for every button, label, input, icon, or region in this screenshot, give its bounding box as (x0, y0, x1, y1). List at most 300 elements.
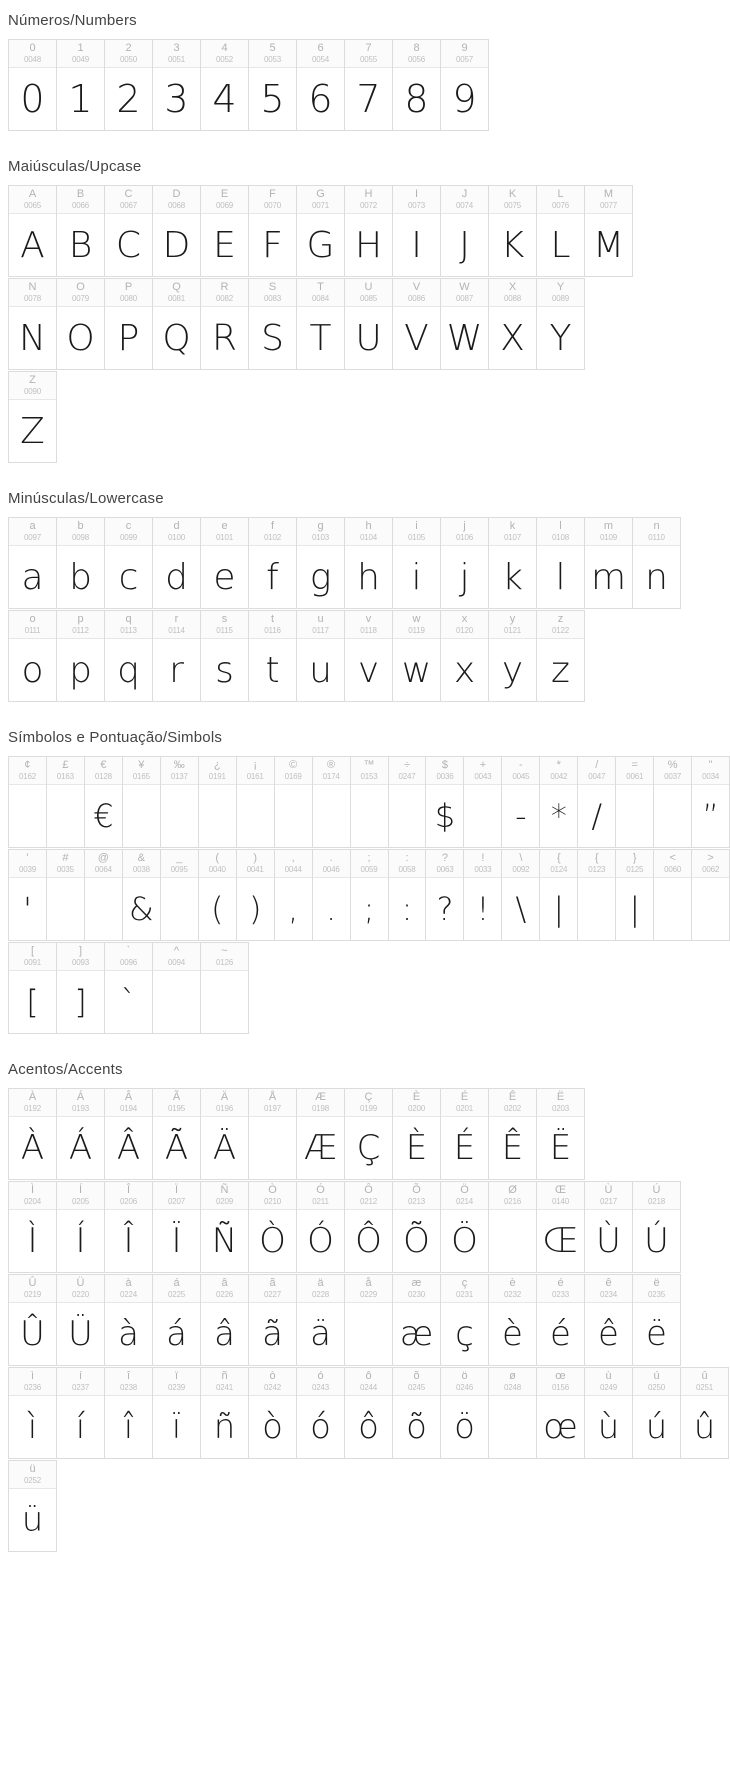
glyph-char-label: B (76, 188, 85, 200)
glyph-preview: Æ (303, 1128, 338, 1168)
glyph-cell[interactable] (393, 1181, 441, 1273)
glyph-cell[interactable] (153, 1181, 201, 1273)
glyph-cell[interactable] (345, 185, 393, 277)
glyph-caption (105, 1182, 152, 1210)
glyph-code-label: 0078 (24, 294, 41, 303)
glyph-preview (313, 785, 350, 847)
glyph-code-label: 0103 (312, 533, 329, 542)
glyph-char-label: û (701, 1370, 708, 1382)
glyph-caption (441, 518, 488, 546)
glyph-cell[interactable] (9, 1460, 57, 1552)
glyph-cell[interactable] (297, 1088, 345, 1180)
glyph-cell[interactable] (201, 1274, 249, 1366)
glyph-cell[interactable] (345, 1181, 393, 1273)
glyph-cell[interactable] (105, 610, 153, 702)
glyph-cell[interactable] (153, 1367, 201, 1459)
glyph-caption (249, 518, 296, 546)
glyph-caption (237, 757, 274, 785)
glyph-cell[interactable] (249, 1181, 297, 1273)
glyph-preview: $ (434, 797, 456, 835)
glyph-cell[interactable] (345, 1274, 393, 1366)
glyph-preview (123, 785, 160, 847)
glyph-cell[interactable] (297, 610, 345, 702)
glyph-cell[interactable] (297, 39, 345, 131)
glyph-cell[interactable] (537, 1367, 585, 1459)
glyph-cell[interactable] (105, 185, 153, 277)
glyph-cell[interactable] (201, 942, 249, 1034)
glyph-cell[interactable] (153, 517, 201, 609)
glyph-preview: ï (171, 1407, 182, 1447)
glyph-cell[interactable] (393, 185, 441, 277)
glyph-cell[interactable] (237, 756, 275, 848)
glyph-preview: ; (363, 890, 375, 928)
glyph-cell[interactable] (654, 849, 692, 941)
glyph-cell[interactable] (9, 185, 57, 277)
glyph-char-label: N (28, 281, 37, 293)
glyph-char-label: H (364, 188, 373, 200)
glyph-cell[interactable] (201, 1088, 249, 1180)
glyph-preview: F (262, 224, 283, 266)
glyph-cell[interactable] (441, 39, 489, 131)
glyph-code-label: 0252 (24, 1476, 41, 1485)
glyph-cell[interactable] (578, 849, 616, 941)
glyph-char-label: , (291, 852, 295, 864)
glyph-cell[interactable] (105, 1181, 153, 1273)
glyph-code-label: 0107 (504, 533, 521, 542)
glyph-cell[interactable] (105, 1274, 153, 1366)
glyph-cell[interactable] (161, 849, 199, 941)
glyph-preview: 8 (404, 77, 429, 121)
glyph-cell[interactable] (105, 1367, 153, 1459)
glyph-char-label: Ê (508, 1091, 517, 1103)
glyph-char-label: : (405, 852, 409, 864)
glyph-row (8, 1181, 730, 1273)
glyph-cell[interactable] (57, 942, 105, 1034)
glyph-code-label: 0111 (24, 626, 41, 635)
glyph-cell[interactable] (153, 185, 201, 277)
glyph-code-label: 0106 (456, 533, 473, 542)
glyph-cell[interactable] (441, 278, 489, 370)
glyph-code-label: 0056 (408, 55, 425, 64)
glyph-cell[interactable] (275, 849, 313, 941)
glyph-cell[interactable] (441, 610, 489, 702)
glyph-preview: À (20, 1128, 45, 1168)
glyph-caption (393, 1275, 440, 1303)
glyph-cell[interactable] (249, 39, 297, 131)
glyph-caption (616, 850, 653, 878)
glyph-cell[interactable] (57, 517, 105, 609)
glyph-cell[interactable] (489, 1367, 537, 1459)
glyph-caption (540, 757, 577, 785)
glyph-cell[interactable] (249, 1274, 297, 1366)
glyph-cell[interactable] (249, 610, 297, 702)
glyph-cell[interactable] (633, 1181, 681, 1273)
glyph-grid (0, 185, 730, 463)
glyph-cell[interactable] (297, 1274, 345, 1366)
glyph-preview: € (93, 797, 114, 835)
glyph-cell[interactable] (537, 610, 585, 702)
glyph-cell[interactable] (47, 849, 85, 941)
glyph-cell[interactable] (585, 1181, 633, 1273)
glyph-cell[interactable] (441, 1274, 489, 1366)
glyph-preview: ö (454, 1407, 475, 1447)
glyph-cell[interactable] (489, 1274, 537, 1366)
glyph-cell[interactable] (105, 39, 153, 131)
glyph-cell[interactable] (654, 756, 692, 848)
glyph-char-label: ó (317, 1370, 324, 1382)
glyph-char-label: b (77, 520, 84, 532)
glyph-cell[interactable] (393, 610, 441, 702)
glyph-cell[interactable] (633, 517, 681, 609)
glyph-char-label: U (364, 281, 373, 293)
glyph-caption (9, 518, 56, 546)
glyph-char-label: v (365, 613, 372, 625)
glyph-cell[interactable] (313, 849, 351, 941)
glyph-preview: f (266, 556, 279, 598)
glyph-cell[interactable] (9, 942, 57, 1034)
glyph-caption (345, 279, 392, 307)
glyph-preview: b (69, 556, 92, 598)
glyph-grid (0, 756, 730, 1034)
glyph-cell[interactable] (105, 942, 153, 1034)
glyph-preview: Ì (27, 1221, 38, 1261)
glyph-cell[interactable] (57, 1181, 105, 1273)
glyph-preview: ç (455, 1314, 474, 1354)
glyph-cell[interactable] (441, 517, 489, 609)
glyph-cell[interactable] (249, 185, 297, 277)
glyph-cell[interactable] (9, 849, 47, 941)
glyph-cell[interactable] (441, 1088, 489, 1180)
glyph-preview (201, 971, 248, 1033)
glyph-cell[interactable] (489, 517, 537, 609)
glyph-char-label: 2 (125, 42, 132, 54)
glyph-cell[interactable] (9, 756, 47, 848)
glyph-cell[interactable] (585, 1367, 633, 1459)
glyph-caption (441, 186, 488, 214)
glyph-preview: Ë (549, 1128, 572, 1168)
glyph-cell[interactable] (9, 517, 57, 609)
glyph-cell[interactable] (540, 756, 578, 848)
glyph-cell[interactable] (201, 39, 249, 131)
glyph-cell[interactable] (161, 756, 199, 848)
glyph-char-label: ( (215, 852, 220, 864)
glyph-row (8, 1274, 730, 1366)
glyph-cell[interactable] (9, 1274, 57, 1366)
glyph-cell[interactable] (201, 1181, 249, 1273)
glyph-cell[interactable] (537, 517, 585, 609)
glyph-code-label: 0116 (264, 626, 281, 635)
glyph-preview (345, 1303, 392, 1365)
glyph-cell[interactable] (249, 1088, 297, 1180)
glyph-cell[interactable] (9, 610, 57, 702)
glyph-cell[interactable] (275, 756, 313, 848)
glyph-cell[interactable] (201, 185, 249, 277)
glyph-cell[interactable] (201, 517, 249, 609)
glyph-cell[interactable] (123, 849, 161, 941)
glyph-cell[interactable] (393, 278, 441, 370)
glyph-code-label: 0219 (24, 1290, 41, 1299)
glyph-cell[interactable] (201, 278, 249, 370)
glyph-char-label: À (28, 1091, 37, 1103)
glyph-char-label: Q (172, 281, 181, 293)
glyph-caption (345, 40, 392, 68)
glyph-cell[interactable] (297, 517, 345, 609)
glyph-cell[interactable] (57, 1274, 105, 1366)
glyph-char-label: h (365, 520, 372, 532)
glyph-cell[interactable] (540, 849, 578, 941)
glyph-cell[interactable] (393, 1274, 441, 1366)
glyph-caption (585, 1182, 632, 1210)
glyph-char-label: 0 (29, 42, 36, 54)
glyph-cell[interactable] (57, 278, 105, 370)
glyph-code-label: 0118 (360, 626, 377, 635)
glyph-cell[interactable] (389, 756, 427, 848)
glyph-cell[interactable] (345, 517, 393, 609)
glyph-preview (654, 785, 691, 847)
glyph-cell[interactable] (393, 1367, 441, 1459)
glyph-preview: N (19, 317, 46, 359)
glyph-char-label: s (221, 613, 228, 625)
glyph-cell[interactable] (441, 1367, 489, 1459)
glyph-char-label: V (412, 281, 421, 293)
glyph-code-label: 0063 (436, 865, 454, 874)
glyph-cell[interactable] (153, 1088, 201, 1180)
glyph-code-label: 0227 (264, 1290, 281, 1299)
glyph-caption (313, 850, 350, 878)
glyph-cell[interactable] (297, 278, 345, 370)
glyph-cell[interactable] (345, 278, 393, 370)
glyph-char-label: î (126, 1370, 131, 1382)
glyph-cell[interactable] (153, 1274, 201, 1366)
glyph-cell[interactable] (389, 849, 427, 941)
glyph-caption (153, 40, 200, 68)
glyph-cell[interactable] (502, 756, 540, 848)
glyph-cell[interactable] (345, 39, 393, 131)
glyph-char-label: Õ (412, 1184, 421, 1196)
glyph-cell[interactable] (616, 756, 654, 848)
glyph-cell[interactable] (692, 756, 730, 848)
glyph-caption (389, 850, 426, 878)
glyph-cell[interactable] (153, 278, 201, 370)
glyph-cell[interactable] (297, 1181, 345, 1273)
glyph-char-label: Ù (604, 1184, 613, 1196)
glyph-cell[interactable] (681, 1367, 729, 1459)
glyph-code-label: 0162 (18, 772, 36, 781)
glyph-cell[interactable] (345, 610, 393, 702)
glyph-cell[interactable] (47, 756, 85, 848)
glyph-cell[interactable] (426, 849, 464, 941)
glyph-char-label: ` (126, 945, 131, 957)
glyph-caption (9, 372, 56, 400)
glyph-cell[interactable] (578, 756, 616, 848)
glyph-caption (489, 518, 536, 546)
glyph-caption (654, 757, 691, 785)
glyph-cell[interactable] (537, 278, 585, 370)
glyph-caption (585, 518, 632, 546)
glyph-code-label: 0207 (168, 1197, 185, 1206)
glyph-cell[interactable] (313, 756, 351, 848)
glyph-cell[interactable] (201, 1367, 249, 1459)
glyph-cell[interactable] (345, 1088, 393, 1180)
glyph-preview (692, 878, 729, 940)
glyph-caption (537, 1089, 584, 1117)
glyph-cell[interactable] (123, 756, 161, 848)
glyph-cell[interactable] (153, 942, 201, 1034)
glyph-cell[interactable] (9, 1181, 57, 1273)
glyph-code-label: 0209 (216, 1197, 233, 1206)
glyph-char-label: O (76, 281, 85, 293)
glyph-cell[interactable] (57, 610, 105, 702)
glyph-cell[interactable] (585, 517, 633, 609)
glyph-cell[interactable] (489, 1088, 537, 1180)
glyph-cell[interactable] (9, 39, 57, 131)
glyph-cell[interactable] (57, 39, 105, 131)
glyph-cell[interactable] (199, 849, 237, 941)
glyph-cell[interactable] (249, 278, 297, 370)
glyph-cell[interactable] (464, 756, 502, 848)
glyph-cell[interactable] (585, 1274, 633, 1366)
section-lowercase (0, 478, 730, 717)
glyph-char-label: ì (30, 1370, 35, 1382)
glyph-code-label: 0048 (24, 55, 41, 64)
glyph-cell[interactable] (537, 1274, 585, 1366)
glyph-cell[interactable] (297, 185, 345, 277)
glyph-cell[interactable] (351, 849, 389, 941)
glyph-cell[interactable] (201, 610, 249, 702)
glyph-cell[interactable] (351, 756, 389, 848)
glyph-caption (540, 850, 577, 878)
glyph-char-label: ¥ (138, 759, 145, 771)
glyph-cell[interactable] (616, 849, 654, 941)
glyph-caption (345, 1089, 392, 1117)
glyph-code-label: 0071 (312, 201, 329, 210)
glyph-caption (441, 1275, 488, 1303)
glyph-caption (297, 186, 344, 214)
glyph-cell[interactable] (633, 1367, 681, 1459)
glyph-preview (351, 785, 388, 847)
glyph-cell[interactable] (441, 185, 489, 277)
glyph-caption (633, 518, 680, 546)
glyph-cell[interactable] (297, 1367, 345, 1459)
glyph-char-label: Ô (364, 1184, 373, 1196)
glyph-cell[interactable] (393, 39, 441, 131)
glyph-cell[interactable] (9, 1088, 57, 1180)
glyph-caption (105, 1275, 152, 1303)
glyph-char-label: ÷ (403, 759, 411, 771)
glyph-cell[interactable] (345, 1367, 393, 1459)
glyph-cell[interactable] (105, 278, 153, 370)
glyph-cell[interactable] (426, 756, 464, 848)
glyph-char-label: { (594, 852, 599, 864)
glyph-char-label: å (365, 1277, 372, 1289)
glyph-cell[interactable] (105, 517, 153, 609)
glyph-code-label: 0198 (312, 1104, 329, 1113)
glyph-caption (464, 850, 501, 878)
glyph-cell[interactable] (489, 610, 537, 702)
glyph-cell[interactable] (441, 1181, 489, 1273)
glyph-caption (297, 40, 344, 68)
section-numbers (0, 0, 730, 146)
glyph-caption (57, 279, 104, 307)
glyph-char-label: Ã (172, 1091, 181, 1103)
glyph-cell[interactable] (249, 1367, 297, 1459)
glyph-code-label: 0076 (552, 201, 569, 210)
glyph-cell[interactable] (199, 756, 237, 848)
glyph-preview: U (355, 317, 382, 359)
glyph-cell[interactable] (85, 756, 123, 848)
glyph-code-label: 0242 (264, 1383, 281, 1392)
glyph-caption (351, 850, 388, 878)
glyph-caption (585, 186, 632, 214)
glyph-cell[interactable] (9, 278, 57, 370)
glyph-code-label: 0068 (168, 201, 185, 210)
glyph-cell[interactable] (633, 1274, 681, 1366)
glyph-caption (201, 1368, 248, 1396)
glyph-preview: ' (23, 890, 32, 928)
glyph-caption (237, 850, 274, 878)
glyph-cell[interactable] (502, 849, 540, 941)
glyph-char-label: \ (519, 852, 523, 864)
glyph-char-label: Ç (364, 1091, 373, 1103)
glyph-cell[interactable] (393, 1088, 441, 1180)
glyph-cell[interactable] (489, 185, 537, 277)
glyph-preview: ò (262, 1407, 283, 1447)
glyph-cell[interactable] (57, 185, 105, 277)
glyph-caption (249, 1275, 296, 1303)
glyph-preview: 2 (116, 77, 141, 121)
glyph-cell[interactable] (537, 1181, 585, 1273)
glyph-cell[interactable] (105, 1088, 153, 1180)
glyph-preview: œ (543, 1407, 578, 1447)
glyph-cell[interactable] (57, 1088, 105, 1180)
glyph-preview (464, 785, 501, 847)
glyph-caption (692, 757, 729, 785)
glyph-char-label: Ö (460, 1184, 469, 1196)
glyph-cell[interactable] (537, 1088, 585, 1180)
glyph-cell[interactable] (585, 185, 633, 277)
glyph-caption (633, 1275, 680, 1303)
glyph-code-label: 0093 (72, 958, 89, 967)
glyph-cell[interactable] (153, 39, 201, 131)
glyph-code-label: 0238 (120, 1383, 137, 1392)
glyph-char-label: > (707, 852, 714, 864)
glyph-preview: B (68, 224, 93, 266)
glyph-cell[interactable] (237, 849, 275, 941)
glyph-code-label: 0074 (456, 201, 473, 210)
glyph-cell[interactable] (249, 517, 297, 609)
glyph-cell[interactable] (57, 1367, 105, 1459)
glyph-cell[interactable] (9, 1367, 57, 1459)
glyph-cell[interactable] (153, 610, 201, 702)
glyph-char-label: ~ (221, 945, 228, 957)
glyph-cell[interactable] (489, 1181, 537, 1273)
glyph-caption (201, 1275, 248, 1303)
glyph-cell[interactable] (464, 849, 502, 941)
glyph-cell[interactable] (692, 849, 730, 941)
glyph-caption (537, 279, 584, 307)
glyph-char-label: & (137, 852, 145, 864)
glyph-code-label: 0239 (168, 1383, 185, 1392)
glyph-cell[interactable] (537, 185, 585, 277)
glyph-cell[interactable] (9, 371, 57, 463)
glyph-caption (105, 611, 152, 639)
glyph-caption (123, 757, 160, 785)
glyph-cell[interactable] (489, 278, 537, 370)
glyph-caption (249, 186, 296, 214)
glyph-cell[interactable] (393, 517, 441, 609)
glyph-preview: L (550, 224, 571, 266)
glyph-cell[interactable] (85, 849, 123, 941)
